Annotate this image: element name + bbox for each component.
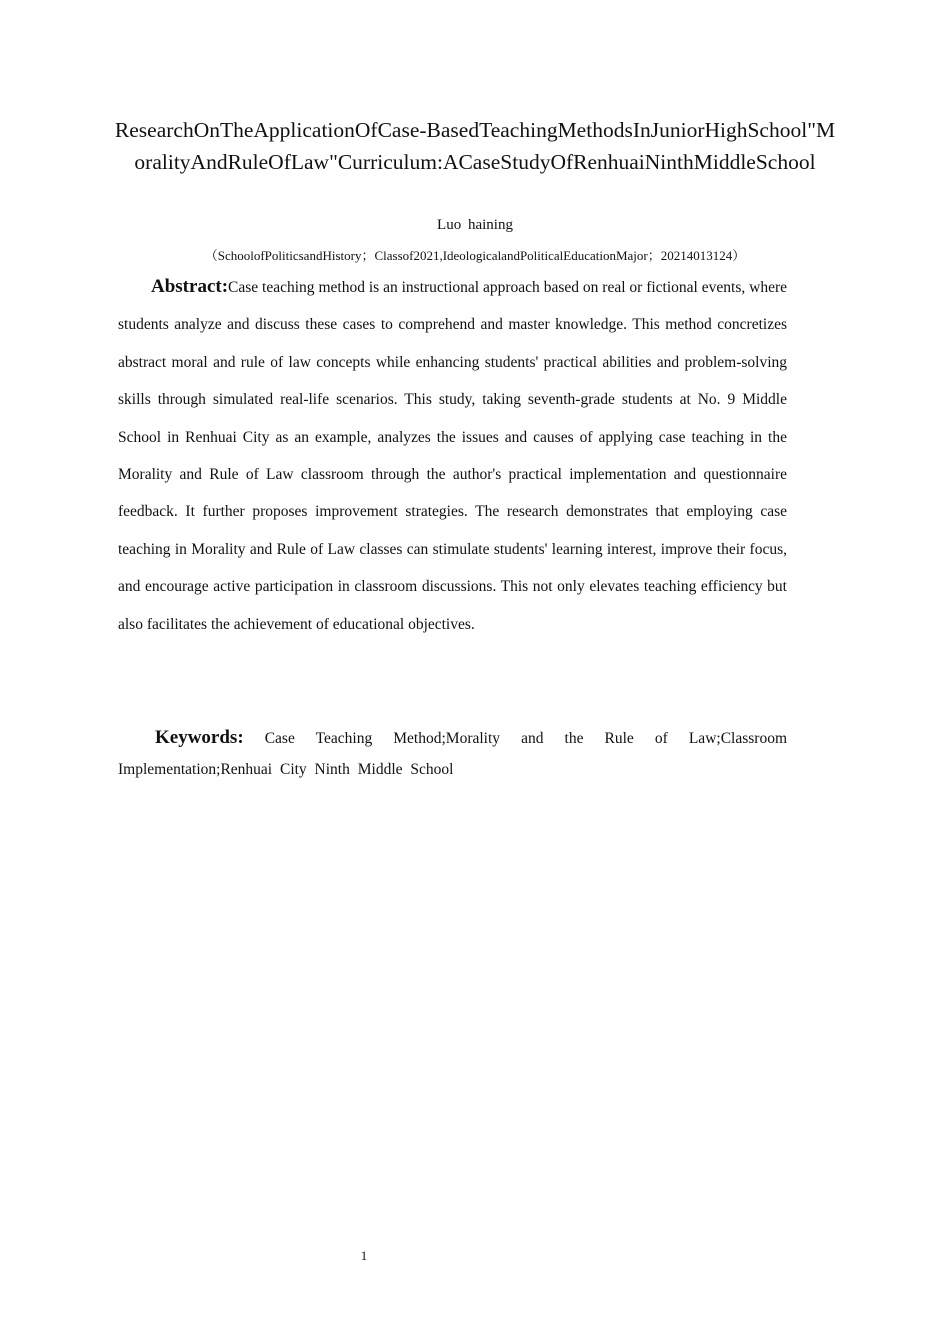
paper-title: ResearchOnTheApplicationOfCase-BasedTeachingMethodsInJuniorHighSchool"MoralityAndRuleOfLaw"Curriculum:ACaseStudyOfRenhuaiNinthMiddleSchool [114, 118, 836, 174]
abstract-paragraph [118, 268, 787, 643]
keywords-paragraph [118, 722, 787, 785]
author-affiliation: （SchoolofPoliticsandHistory；Classof2021,IdeologicalandPoliticalEducationMajor；20214013124） [204, 248, 746, 263]
abstract-label: Abstract: [151, 276, 229, 297]
abstract-text: Case teaching method is an instructional approach based on real or fictional events, where students analyze and discuss these cases to comprehend and master knowledge. This method concretizes abstract moral and rule of law concepts while enhancing students' practical abilities and problem-solving skills through simulated real-life scenarios. This study, taking seventh-grade students at No. 9 Middle School in Renhuai City as an example, analyzes the issues and causes of applying case teaching in the Morality and Rule of Law classroom through the author's practical implementation and questionnaire feedback. It further proposes improvement strategies. The research demonstrates that employing case teaching in Morality and Rule of Law classes can stimulate students' learning interest, improve their focus, and encourage active participation in classroom discussions. This not only elevates teaching efficiency but also facilitates the achievement of educational objectives. [118, 279, 787, 633]
keywords-text: Case Teaching Method;Morality and the Rule of Law;Classroom Implementation;Renhuai City Ninth Middle School [118, 730, 787, 778]
keywords-label: Keywords: [155, 727, 244, 748]
author-name: Luo haining [437, 217, 513, 233]
page-number: 1 [360, 1248, 368, 1263]
